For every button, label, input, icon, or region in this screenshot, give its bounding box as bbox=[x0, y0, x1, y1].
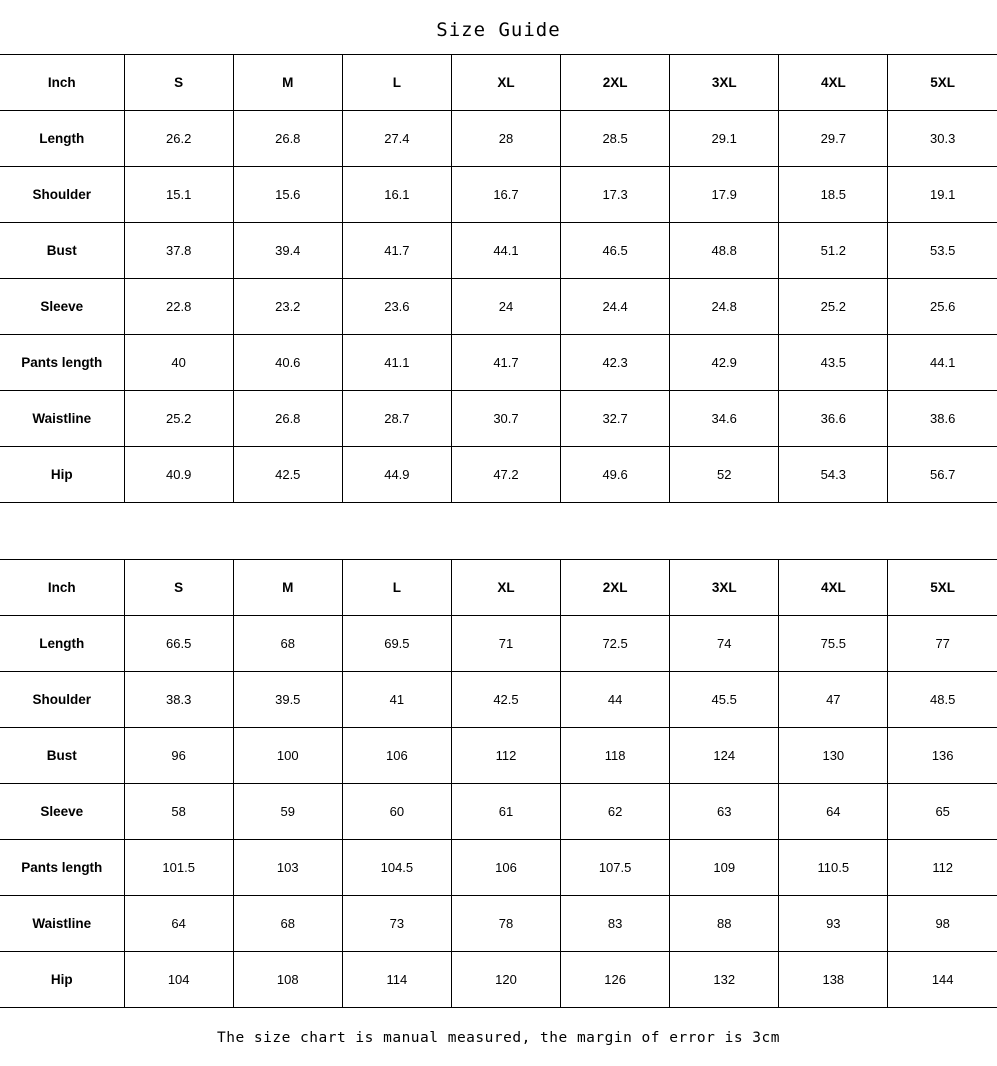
table-cell: 66.5 bbox=[124, 616, 233, 672]
table-cell: 22.8 bbox=[124, 279, 233, 335]
table-cell: 23.2 bbox=[233, 279, 342, 335]
table-cell: 46.5 bbox=[561, 223, 670, 279]
table-row bbox=[0, 672, 997, 728]
column-header-xl: XL bbox=[451, 560, 560, 616]
table-cell: 24 bbox=[451, 279, 560, 335]
table-cell: 47.2 bbox=[451, 447, 560, 503]
table-cell: 59 bbox=[233, 784, 342, 840]
row-label: Waistline bbox=[0, 896, 124, 952]
unit-label: Inch bbox=[0, 560, 124, 616]
table-cell: 78 bbox=[451, 896, 560, 952]
table-cell: 47 bbox=[779, 672, 888, 728]
column-header-xl: XL bbox=[451, 55, 560, 111]
table-cell: 60 bbox=[342, 784, 451, 840]
table-row bbox=[0, 896, 997, 952]
table-cell: 77 bbox=[888, 616, 997, 672]
table-row bbox=[0, 784, 997, 840]
table-cell: 41.7 bbox=[342, 223, 451, 279]
table-cell: 41.1 bbox=[342, 335, 451, 391]
row-label: Shoulder bbox=[0, 672, 124, 728]
column-header-s: S bbox=[124, 560, 233, 616]
table-cell: 83 bbox=[561, 896, 670, 952]
table-cell: 25.2 bbox=[124, 391, 233, 447]
table-cell: 32.7 bbox=[561, 391, 670, 447]
table-cell: 64 bbox=[124, 896, 233, 952]
table-cell: 124 bbox=[670, 728, 779, 784]
table-cell: 136 bbox=[888, 728, 997, 784]
table-cell: 75.5 bbox=[779, 616, 888, 672]
table-cell: 25.6 bbox=[888, 279, 997, 335]
table-row bbox=[0, 111, 997, 167]
table-cell: 30.7 bbox=[451, 391, 560, 447]
row-label: Shoulder bbox=[0, 167, 124, 223]
table-cell: 23.6 bbox=[342, 279, 451, 335]
table-cell: 63 bbox=[670, 784, 779, 840]
table-cell: 52 bbox=[670, 447, 779, 503]
table-cell: 110.5 bbox=[779, 840, 888, 896]
table-row bbox=[0, 840, 997, 896]
table-row bbox=[0, 447, 997, 503]
table-cell: 106 bbox=[451, 840, 560, 896]
table-cell: 29.7 bbox=[779, 111, 888, 167]
table-cell: 61 bbox=[451, 784, 560, 840]
table-cell: 65 bbox=[888, 784, 997, 840]
table-cell: 109 bbox=[670, 840, 779, 896]
row-label: Pants length bbox=[0, 335, 124, 391]
page-title: Size Guide bbox=[436, 19, 561, 41]
table-cell: 17.3 bbox=[561, 167, 670, 223]
row-label: Pants length bbox=[0, 840, 124, 896]
table-header-row bbox=[0, 55, 997, 111]
table-cell: 16.7 bbox=[451, 167, 560, 223]
table-cell: 43.5 bbox=[779, 335, 888, 391]
table-cell: 108 bbox=[233, 952, 342, 1008]
table-cell: 112 bbox=[451, 728, 560, 784]
table-cell: 45.5 bbox=[670, 672, 779, 728]
table-cell: 100 bbox=[233, 728, 342, 784]
column-header-4xl: 4XL bbox=[779, 55, 888, 111]
table-cell: 68 bbox=[233, 896, 342, 952]
table-cell: 73 bbox=[342, 896, 451, 952]
table-row bbox=[0, 223, 997, 279]
column-header-3xl: 3XL bbox=[670, 55, 779, 111]
table-cell: 54.3 bbox=[779, 447, 888, 503]
table-row bbox=[0, 391, 997, 447]
table-cell: 144 bbox=[888, 952, 997, 1008]
column-header-2xl: 2XL bbox=[561, 55, 670, 111]
column-header-l: L bbox=[342, 560, 451, 616]
table-cell: 26.8 bbox=[233, 111, 342, 167]
table-cell: 138 bbox=[779, 952, 888, 1008]
table-cell: 42.9 bbox=[670, 335, 779, 391]
table-cell: 15.1 bbox=[124, 167, 233, 223]
measurement-disclaimer: The size chart is manual measured, the margin of error is 3cm bbox=[216, 1030, 780, 1046]
row-label: Hip bbox=[0, 447, 124, 503]
table-cell: 96 bbox=[124, 728, 233, 784]
table-cell: 36.6 bbox=[779, 391, 888, 447]
table-cell: 64 bbox=[779, 784, 888, 840]
table-cell: 27.4 bbox=[342, 111, 451, 167]
table-cell: 44.1 bbox=[451, 223, 560, 279]
table-cell: 18.5 bbox=[779, 167, 888, 223]
table-cell: 25.2 bbox=[779, 279, 888, 335]
table-cell: 39.4 bbox=[233, 223, 342, 279]
table-cell: 28 bbox=[451, 111, 560, 167]
column-header-3xl: 3XL bbox=[670, 560, 779, 616]
table-cell: 28.7 bbox=[342, 391, 451, 447]
table-cell: 39.5 bbox=[233, 672, 342, 728]
table-row bbox=[0, 167, 997, 223]
table-separator bbox=[0, 503, 997, 559]
table-cell: 120 bbox=[451, 952, 560, 1008]
table-cell: 19.1 bbox=[888, 167, 997, 223]
column-header-m: M bbox=[233, 560, 342, 616]
table-cell: 56.7 bbox=[888, 447, 997, 503]
table-cell: 40 bbox=[124, 335, 233, 391]
table-cell: 26.2 bbox=[124, 111, 233, 167]
row-label: Bust bbox=[0, 728, 124, 784]
table-cell: 29.1 bbox=[670, 111, 779, 167]
table-cell: 17.9 bbox=[670, 167, 779, 223]
table-cell: 42.5 bbox=[451, 672, 560, 728]
table-cell: 106 bbox=[342, 728, 451, 784]
table-cell: 40.6 bbox=[233, 335, 342, 391]
table-row bbox=[0, 335, 997, 391]
table-cell: 72.5 bbox=[561, 616, 670, 672]
table-cell: 103 bbox=[233, 840, 342, 896]
table-cell: 24.4 bbox=[561, 279, 670, 335]
table-cell: 30.3 bbox=[888, 111, 997, 167]
table-cell: 41.7 bbox=[451, 335, 560, 391]
table-cell: 101.5 bbox=[124, 840, 233, 896]
row-label: Sleeve bbox=[0, 784, 124, 840]
table-cell: 104.5 bbox=[342, 840, 451, 896]
column-header-4xl: 4XL bbox=[779, 560, 888, 616]
table-row bbox=[0, 952, 997, 1008]
table-cell: 88 bbox=[670, 896, 779, 952]
table-cell: 132 bbox=[670, 952, 779, 1008]
table-cell: 98 bbox=[888, 896, 997, 952]
table-row bbox=[0, 279, 997, 335]
row-label: Hip bbox=[0, 952, 124, 1008]
table-cell: 34.6 bbox=[670, 391, 779, 447]
table-cell: 130 bbox=[779, 728, 888, 784]
row-label: Bust bbox=[0, 223, 124, 279]
row-label: Length bbox=[0, 111, 124, 167]
table-cell: 51.2 bbox=[779, 223, 888, 279]
table-cell: 71 bbox=[451, 616, 560, 672]
table-cell: 126 bbox=[561, 952, 670, 1008]
column-header-5xl: 5XL bbox=[888, 55, 997, 111]
column-header-2xl: 2XL bbox=[561, 560, 670, 616]
table-row bbox=[0, 728, 997, 784]
table-cell: 26.8 bbox=[233, 391, 342, 447]
table-cell: 69.5 bbox=[342, 616, 451, 672]
table-cell: 44.9 bbox=[342, 447, 451, 503]
column-header-m: M bbox=[233, 55, 342, 111]
row-label: Length bbox=[0, 616, 124, 672]
table-cell: 104 bbox=[124, 952, 233, 1008]
table-cell: 93 bbox=[779, 896, 888, 952]
table-cell: 58 bbox=[124, 784, 233, 840]
unit-label: Inch bbox=[0, 55, 124, 111]
table-cell: 24.8 bbox=[670, 279, 779, 335]
table-cell: 38.3 bbox=[124, 672, 233, 728]
table-cell: 44 bbox=[561, 672, 670, 728]
table-cell: 112 bbox=[888, 840, 997, 896]
table-cell: 118 bbox=[561, 728, 670, 784]
table-cell: 48.5 bbox=[888, 672, 997, 728]
table-cell: 15.6 bbox=[233, 167, 342, 223]
table-cell: 107.5 bbox=[561, 840, 670, 896]
table-cell: 44.1 bbox=[888, 335, 997, 391]
table-row bbox=[0, 616, 997, 672]
column-header-5xl: 5XL bbox=[888, 560, 997, 616]
table-cell: 53.5 bbox=[888, 223, 997, 279]
table-cell: 41 bbox=[342, 672, 451, 728]
table-cell: 38.6 bbox=[888, 391, 997, 447]
column-header-l: L bbox=[342, 55, 451, 111]
table-cell: 28.5 bbox=[561, 111, 670, 167]
table-header-row bbox=[0, 560, 997, 616]
table-cell: 37.8 bbox=[124, 223, 233, 279]
table-cell: 40.9 bbox=[124, 447, 233, 503]
table-cell: 74 bbox=[670, 616, 779, 672]
table-cell: 68 bbox=[233, 616, 342, 672]
table-cell: 114 bbox=[342, 952, 451, 1008]
size-table-cm bbox=[0, 559, 997, 1008]
table-cell: 62 bbox=[561, 784, 670, 840]
row-label: Sleeve bbox=[0, 279, 124, 335]
column-header-s: S bbox=[124, 55, 233, 111]
table-cell: 42.5 bbox=[233, 447, 342, 503]
table-cell: 16.1 bbox=[342, 167, 451, 223]
table-cell: 49.6 bbox=[561, 447, 670, 503]
table-cell: 42.3 bbox=[561, 335, 670, 391]
size-table-inch bbox=[0, 54, 997, 503]
row-label: Waistline bbox=[0, 391, 124, 447]
table-cell: 48.8 bbox=[670, 223, 779, 279]
